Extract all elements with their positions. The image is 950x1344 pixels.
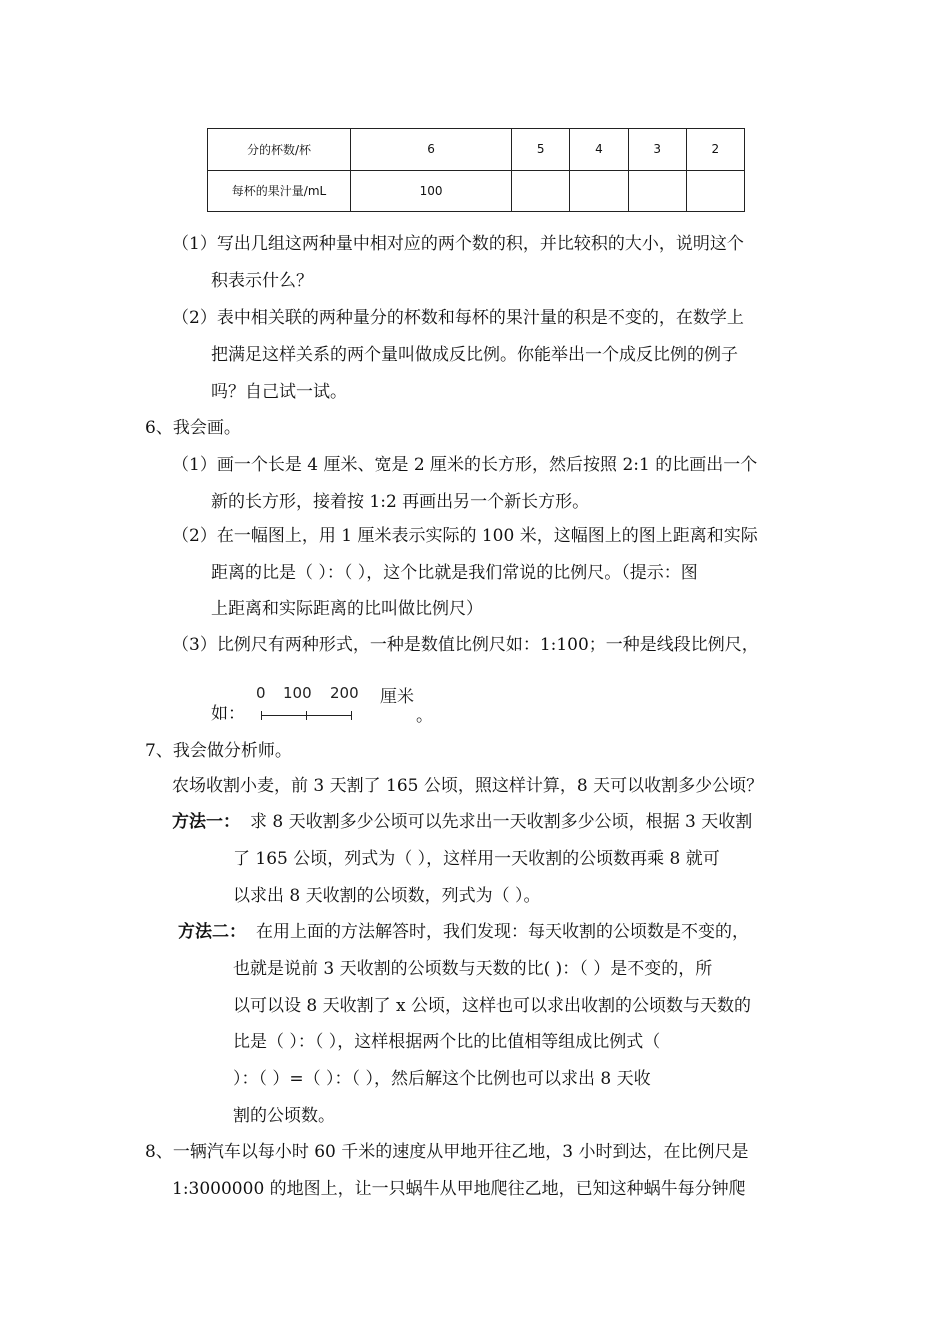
table-row xyxy=(208,129,745,171)
text-line: 求 8 天收割多少公顷可以先求出一天收割多少公顷，根据 3 天收割 xyxy=(250,812,753,832)
table-cell: 2 xyxy=(686,129,744,171)
text-line: 距离的比是（ ）：（ ），这个比就是我们常说的比例尺。（提示：图 xyxy=(211,563,698,583)
text-line: 如： xyxy=(211,704,245,724)
section-heading: 7、我会做分析师。 xyxy=(145,741,292,761)
table-cell: 6 xyxy=(351,129,512,171)
table-cell: 每杯的果汁量/mL xyxy=(208,170,351,212)
text-line: 上距离和实际距离的比叫做比例尺） xyxy=(211,599,483,619)
table-cell: 5 xyxy=(512,129,570,171)
text-line: 。 xyxy=(416,706,433,726)
juice-table xyxy=(207,128,745,212)
table-cell xyxy=(686,170,744,212)
scale-label: 100 xyxy=(283,684,312,702)
table-cell xyxy=(570,170,628,212)
line-scale-bar xyxy=(252,684,432,724)
method-label: 方法一： xyxy=(172,812,240,832)
text-line: （1）画一个长是 4 厘米、宽是 2 厘米的长方形，然后按照 2:1 的比画出一个 xyxy=(172,455,758,475)
text-line: 吗？自己试一试。 xyxy=(211,382,347,402)
scale-unit: 厘米 xyxy=(380,687,414,707)
scale-tick xyxy=(261,711,262,720)
text-line: （1）写出几组这两种量中相对应的两个数的积，并比较积的大小，说明这个 xyxy=(172,234,744,254)
text-line: 新的长方形，接着按 1:2 再画出另一个新长方形。 xyxy=(211,492,590,512)
text-line: 1:3000000 的地图上，让一只蜗牛从甲地爬往乙地，已知这种蜗牛每分钟爬 xyxy=(172,1179,746,1199)
section-heading: 8、一辆汽车以每小时 60 千米的速度从甲地开往乙地，3 小时到达，在比例尺是 xyxy=(145,1142,749,1162)
text-line: 了 165 公顷，列式为（ ），这样用一天收割的公顷数再乘 8 就可 xyxy=(233,849,720,869)
scale-tick xyxy=(306,711,307,720)
text-line: 在用上面的方法解答时，我们发现：每天收割的公顷数是不变的， xyxy=(256,922,749,942)
text-line: 把满足这样关系的两个量叫做成反比例。你能举出一个成反比例的例子 xyxy=(211,345,738,365)
table-cell: 3 xyxy=(628,129,686,171)
table-cell: 4 xyxy=(570,129,628,171)
text-line: 以求出 8 天收割的公顷数，列式为（ ）。 xyxy=(233,886,541,906)
table-row xyxy=(208,170,745,212)
text-line: 割的公顷数。 xyxy=(233,1106,335,1126)
method-label: 方法二： xyxy=(178,922,246,942)
text-line: （2）表中相关联的两种量分的杯数和每杯的果汁量的积是不变的，在数学上 xyxy=(172,308,744,328)
table-cell: 分的杯数/杯 xyxy=(208,129,351,171)
text-line: （2）在一幅图上，用 1 厘米表示实际的 100 米，这幅图上的图上距离和实际 xyxy=(172,526,758,546)
text-line: （3）比例尺有两种形式，一种是数值比例尺如：1:100；一种是线段比例尺， xyxy=(172,635,759,655)
table-cell xyxy=(628,170,686,212)
scale-label: 0 xyxy=(256,684,266,702)
table-cell xyxy=(512,170,570,212)
text-line: 比是（ ）：（ ），这样根据两个比的比值相等组成比例式（ xyxy=(233,1032,661,1052)
table-cell: 100 xyxy=(351,170,512,212)
text-line: 也就是说前 3 天收割的公顷数与天数的比( )：（ ）是不变的，所 xyxy=(233,959,713,979)
text-line: 积表示什么？ xyxy=(211,271,313,291)
scale-tick xyxy=(351,711,352,720)
text-line: 以可以设 8 天收割了 x 公顷，这样也可以求出收割的公顷数与天数的 xyxy=(233,996,752,1016)
text-line: ）：（ ）=（ ）：（ ），然后解这个比例也可以求出 8 天收 xyxy=(233,1069,651,1089)
section-heading: 6、我会画。 xyxy=(145,418,241,438)
scale-label: 200 xyxy=(330,684,359,702)
text-line: 农场收割小麦，前 3 天割了 165 公顷，照这样计算，8 天可以收割多少公顷？ xyxy=(172,776,764,796)
